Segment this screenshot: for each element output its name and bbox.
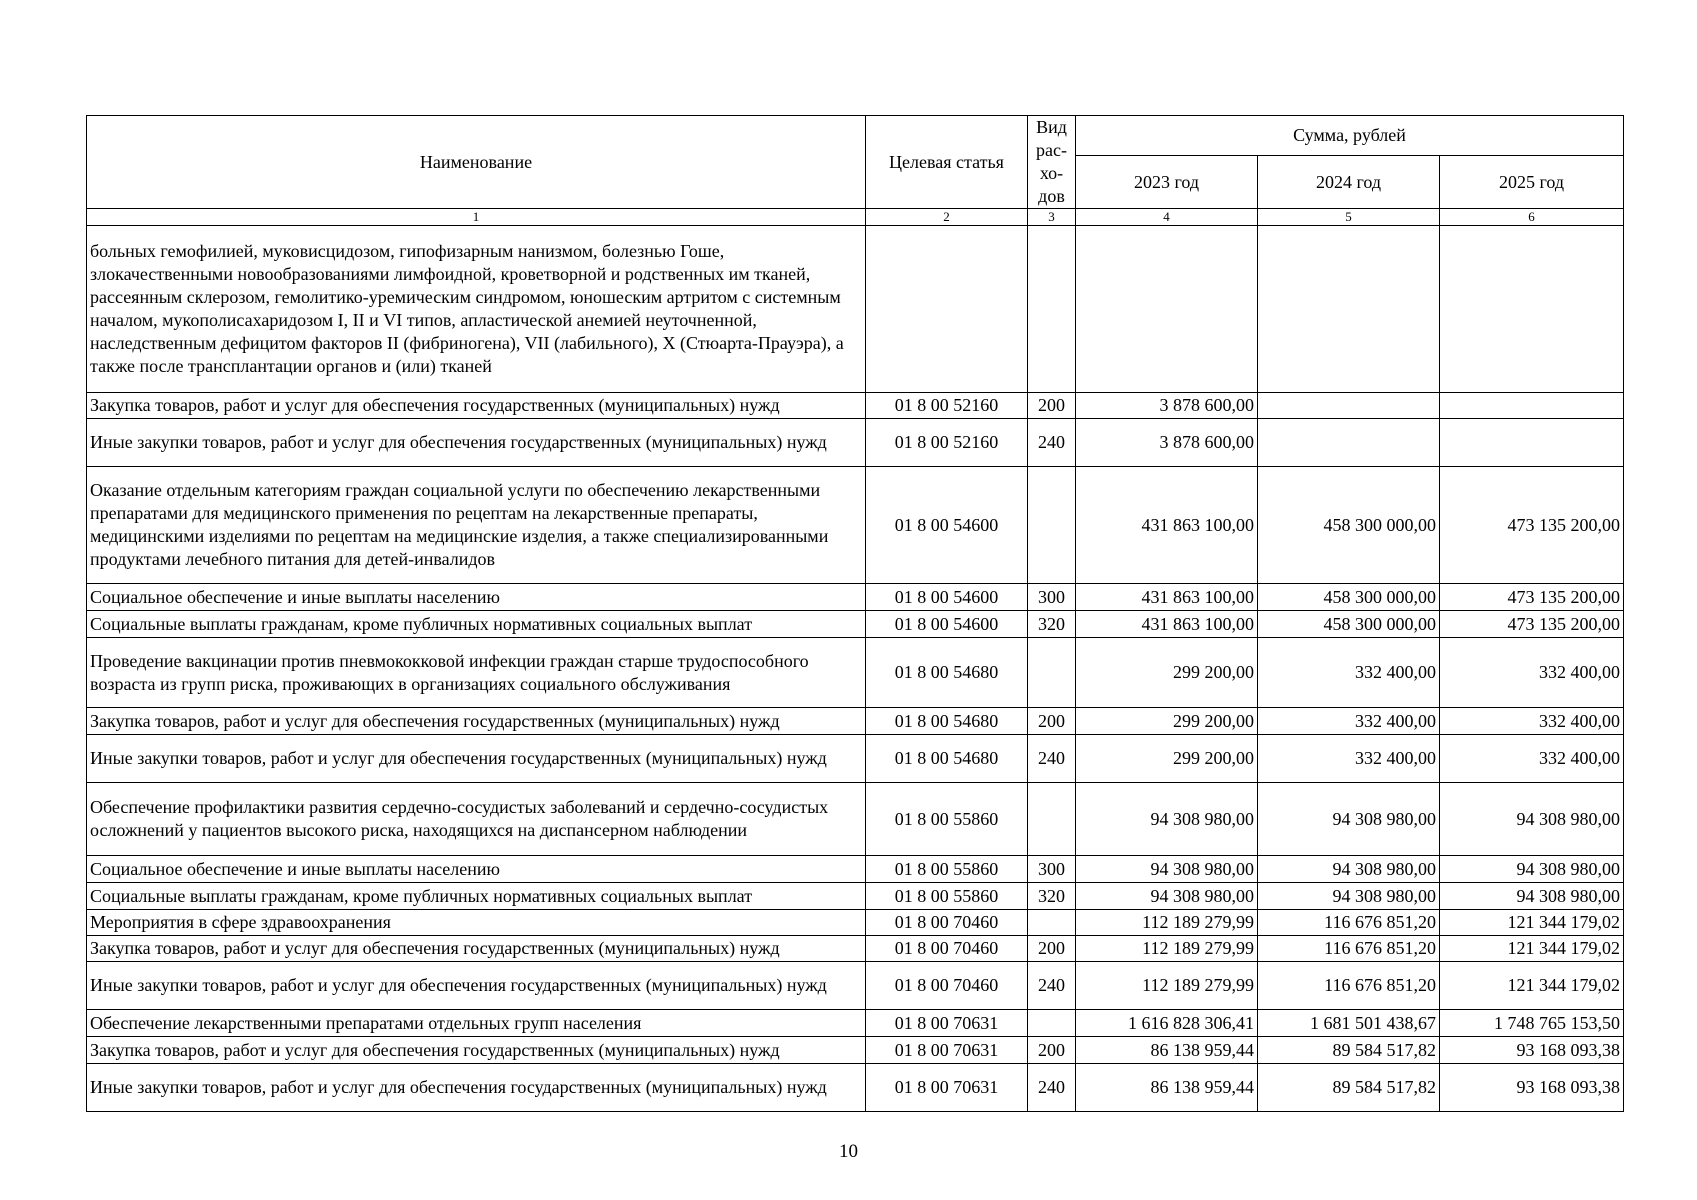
row-name: Закупка товаров, работ и услуг для обеспечения государственных (муниципальных) нужд bbox=[87, 936, 866, 962]
amount-2024: 458 300 000,00 bbox=[1258, 467, 1440, 584]
row-name: Социальные выплаты гражданам, кроме публичных нормативных социальных выплат bbox=[87, 611, 866, 638]
table-header bbox=[87, 116, 1624, 226]
expense-type-code: 200 bbox=[1028, 1037, 1076, 1064]
row-name: Обеспечение лекарственными препаратами отдельных групп населения bbox=[87, 1010, 866, 1037]
row-name: Закупка товаров, работ и услуг для обеспечения государственных (муниципальных) нужд bbox=[87, 708, 866, 735]
target-article-code bbox=[866, 226, 1028, 393]
table-row bbox=[87, 1010, 1624, 1037]
row-name: Закупка товаров, работ и услуг для обеспечения государственных (муниципальных) нужд bbox=[87, 1037, 866, 1064]
column-number-2: 2 bbox=[866, 209, 1028, 226]
amount-2025: 121 344 179,02 bbox=[1440, 910, 1624, 936]
amount-2025: 93 168 093,38 bbox=[1440, 1064, 1624, 1112]
amount-2023: 3 878 600,00 bbox=[1076, 393, 1258, 419]
expense-type-code: 240 bbox=[1028, 419, 1076, 467]
target-article-code: 01 8 00 54600 bbox=[866, 611, 1028, 638]
row-name: Иные закупки товаров, работ и услуг для обеспечения государственных (муниципальных) нужд bbox=[87, 419, 866, 467]
column-number-3: 3 bbox=[1028, 209, 1076, 226]
target-article-code: 01 8 00 70631 bbox=[866, 1064, 1028, 1112]
table-row bbox=[87, 226, 1624, 393]
table-row bbox=[87, 735, 1624, 783]
amount-2024: 116 676 851,20 bbox=[1258, 936, 1440, 962]
amount-2024 bbox=[1258, 393, 1440, 419]
row-name: Социальное обеспечение и иные выплаты населению bbox=[87, 584, 866, 611]
amount-2024: 89 584 517,82 bbox=[1258, 1064, 1440, 1112]
row-name: Обеспечение профилактики развития сердечно-сосудистых заболеваний и сердечно-сосудистых осложнений у пациентов высокого риска, находящихся на диспансерном наблюдении bbox=[87, 783, 866, 856]
header-year-2024: 2024 год bbox=[1258, 156, 1440, 209]
expense-type-code: 300 bbox=[1028, 856, 1076, 883]
amount-2024: 94 308 980,00 bbox=[1258, 783, 1440, 856]
expense-type-code bbox=[1028, 226, 1076, 393]
expense-type-code: 240 bbox=[1028, 735, 1076, 783]
table-row bbox=[87, 936, 1624, 962]
amount-2025: 473 135 200,00 bbox=[1440, 611, 1624, 638]
target-article-code: 01 8 00 52160 bbox=[866, 419, 1028, 467]
amount-2025 bbox=[1440, 226, 1624, 393]
target-article-code: 01 8 00 70460 bbox=[866, 962, 1028, 1010]
amount-2025: 94 308 980,00 bbox=[1440, 883, 1624, 910]
expense-type-code bbox=[1028, 910, 1076, 936]
row-name: больных гемофилией, муковисцидозом, гипофизарным нанизмом, болезнью Гоше, злокачественными новообразованиями лимфоидной, кроветворной и родственных им тканей, рассеянным склерозом, гемолитико-уремическим синдромом, юношеским артритом с системным началом, мукополисахаридозом I, II и VI типов, апластической анемией неуточненной, наследственным дефицитом факторов II (фибриногена), VII (лабильного), X (Стюарта-Прауэра), а также после трансплантации органов и (или) тканей bbox=[87, 226, 866, 393]
table-row bbox=[87, 883, 1624, 910]
amount-2025: 121 344 179,02 bbox=[1440, 936, 1624, 962]
column-number-4: 4 bbox=[1076, 209, 1258, 226]
row-name: Иные закупки товаров, работ и услуг для обеспечения государственных (муниципальных) нужд bbox=[87, 1064, 866, 1112]
amount-2023: 94 308 980,00 bbox=[1076, 883, 1258, 910]
table-body bbox=[87, 226, 1624, 1112]
amount-2023: 94 308 980,00 bbox=[1076, 783, 1258, 856]
amount-2023: 94 308 980,00 bbox=[1076, 856, 1258, 883]
target-article-code: 01 8 00 55860 bbox=[866, 783, 1028, 856]
target-article-code: 01 8 00 52160 bbox=[866, 393, 1028, 419]
amount-2024: 116 676 851,20 bbox=[1258, 910, 1440, 936]
amount-2024: 94 308 980,00 bbox=[1258, 856, 1440, 883]
amount-2023: 299 200,00 bbox=[1076, 735, 1258, 783]
amount-2025: 94 308 980,00 bbox=[1440, 783, 1624, 856]
amount-2023: 112 189 279,99 bbox=[1076, 962, 1258, 1010]
column-number-row bbox=[87, 209, 1624, 226]
expense-type-code: 320 bbox=[1028, 883, 1076, 910]
table-row bbox=[87, 708, 1624, 735]
target-article-code: 01 8 00 54680 bbox=[866, 735, 1028, 783]
row-name: Закупка товаров, работ и услуг для обеспечения государственных (муниципальных) нужд bbox=[87, 393, 866, 419]
expense-type-code: 240 bbox=[1028, 1064, 1076, 1112]
amount-2024: 458 300 000,00 bbox=[1258, 611, 1440, 638]
budget-table bbox=[86, 115, 1624, 1112]
amount-2023: 86 138 959,44 bbox=[1076, 1037, 1258, 1064]
amount-2025 bbox=[1440, 393, 1624, 419]
table-row bbox=[87, 611, 1624, 638]
amount-2025: 332 400,00 bbox=[1440, 708, 1624, 735]
target-article-code: 01 8 00 70631 bbox=[866, 1037, 1028, 1064]
header-target-article: Целевая статья bbox=[866, 116, 1028, 209]
amount-2024: 332 400,00 bbox=[1258, 638, 1440, 708]
table-row bbox=[87, 393, 1624, 419]
amount-2025: 332 400,00 bbox=[1440, 638, 1624, 708]
expense-type-code bbox=[1028, 638, 1076, 708]
amount-2025: 473 135 200,00 bbox=[1440, 584, 1624, 611]
target-article-code: 01 8 00 70631 bbox=[866, 1010, 1028, 1037]
target-article-code: 01 8 00 70460 bbox=[866, 936, 1028, 962]
amount-2025: 94 308 980,00 bbox=[1440, 856, 1624, 883]
amount-2023: 112 189 279,99 bbox=[1076, 936, 1258, 962]
row-name: Проведение вакцинации против пневмококковой инфекции граждан старше трудоспособного возраста из групп риска, проживающих в организациях социального обслуживания bbox=[87, 638, 866, 708]
row-name: Иные закупки товаров, работ и услуг для обеспечения государственных (муниципальных) нужд bbox=[87, 962, 866, 1010]
amount-2023: 112 189 279,99 bbox=[1076, 910, 1258, 936]
expense-type-code: 200 bbox=[1028, 936, 1076, 962]
expense-type-code: 240 bbox=[1028, 962, 1076, 1010]
amount-2025: 1 748 765 153,50 bbox=[1440, 1010, 1624, 1037]
amount-2025 bbox=[1440, 419, 1624, 467]
target-article-code: 01 8 00 54600 bbox=[866, 467, 1028, 584]
expense-type-code bbox=[1028, 783, 1076, 856]
amount-2023: 3 878 600,00 bbox=[1076, 419, 1258, 467]
amount-2024: 458 300 000,00 bbox=[1258, 584, 1440, 611]
table-row bbox=[87, 910, 1624, 936]
target-article-code: 01 8 00 55860 bbox=[866, 856, 1028, 883]
expense-type-code: 300 bbox=[1028, 584, 1076, 611]
column-number-5: 5 bbox=[1258, 209, 1440, 226]
row-name: Социальное обеспечение и иные выплаты населению bbox=[87, 856, 866, 883]
amount-2024 bbox=[1258, 419, 1440, 467]
column-number-1: 1 bbox=[87, 209, 866, 226]
target-article-code: 01 8 00 54680 bbox=[866, 708, 1028, 735]
table-row bbox=[87, 584, 1624, 611]
amount-2025: 121 344 179,02 bbox=[1440, 962, 1624, 1010]
page-number: 10 bbox=[839, 1141, 858, 1162]
target-article-code: 01 8 00 70460 bbox=[866, 910, 1028, 936]
table-row bbox=[87, 638, 1624, 708]
target-article-code: 01 8 00 54600 bbox=[866, 584, 1028, 611]
amount-2023: 431 863 100,00 bbox=[1076, 611, 1258, 638]
amount-2023: 299 200,00 bbox=[1076, 638, 1258, 708]
row-name: Социальные выплаты гражданам, кроме публичных нормативных социальных выплат bbox=[87, 883, 866, 910]
amount-2024: 1 681 501 438,67 bbox=[1258, 1010, 1440, 1037]
amount-2023: 86 138 959,44 bbox=[1076, 1064, 1258, 1112]
row-name: Мероприятия в сфере здравоохранения bbox=[87, 910, 866, 936]
amount-2025: 473 135 200,00 bbox=[1440, 467, 1624, 584]
amount-2024: 89 584 517,82 bbox=[1258, 1037, 1440, 1064]
header-expense-type: Вид рас- хо- дов bbox=[1028, 116, 1076, 209]
header-sum: Сумма, рублей bbox=[1076, 116, 1624, 156]
amount-2024 bbox=[1258, 226, 1440, 393]
header-year-2025: 2025 год bbox=[1440, 156, 1624, 209]
amount-2024: 116 676 851,20 bbox=[1258, 962, 1440, 1010]
row-name: Иные закупки товаров, работ и услуг для обеспечения государственных (муниципальных) нужд bbox=[87, 735, 866, 783]
amount-2024: 332 400,00 bbox=[1258, 708, 1440, 735]
amount-2025: 93 168 093,38 bbox=[1440, 1037, 1624, 1064]
column-number-6: 6 bbox=[1440, 209, 1624, 226]
table-row bbox=[87, 419, 1624, 467]
expense-type-code bbox=[1028, 1010, 1076, 1037]
expense-type-code: 320 bbox=[1028, 611, 1076, 638]
expense-type-code: 200 bbox=[1028, 708, 1076, 735]
table-row bbox=[87, 856, 1624, 883]
expense-type-code bbox=[1028, 467, 1076, 584]
row-name: Оказание отдельным категориям граждан социальной услуги по обеспечению лекарственными препаратами для медицинского применения по рецептам на лекарственные препараты, медицинскими изделиями по рецептам на медицинские изделия, а также специализированными продуктами лечебного питания для детей-инвалидов bbox=[87, 467, 866, 584]
table-row bbox=[87, 783, 1624, 856]
amount-2025: 332 400,00 bbox=[1440, 735, 1624, 783]
table-row bbox=[87, 962, 1624, 1010]
expense-type-code: 200 bbox=[1028, 393, 1076, 419]
table-row bbox=[87, 1037, 1624, 1064]
amount-2024: 94 308 980,00 bbox=[1258, 883, 1440, 910]
amount-2023: 1 616 828 306,41 bbox=[1076, 1010, 1258, 1037]
table-row bbox=[87, 1064, 1624, 1112]
amount-2023: 431 863 100,00 bbox=[1076, 584, 1258, 611]
amount-2023: 431 863 100,00 bbox=[1076, 467, 1258, 584]
amount-2023: 299 200,00 bbox=[1076, 708, 1258, 735]
target-article-code: 01 8 00 54680 bbox=[866, 638, 1028, 708]
amount-2024: 332 400,00 bbox=[1258, 735, 1440, 783]
amount-2023 bbox=[1076, 226, 1258, 393]
table-row bbox=[87, 467, 1624, 584]
header-year-2023: 2023 год bbox=[1076, 156, 1258, 209]
target-article-code: 01 8 00 55860 bbox=[866, 883, 1028, 910]
header-name: Наименование bbox=[87, 116, 866, 209]
